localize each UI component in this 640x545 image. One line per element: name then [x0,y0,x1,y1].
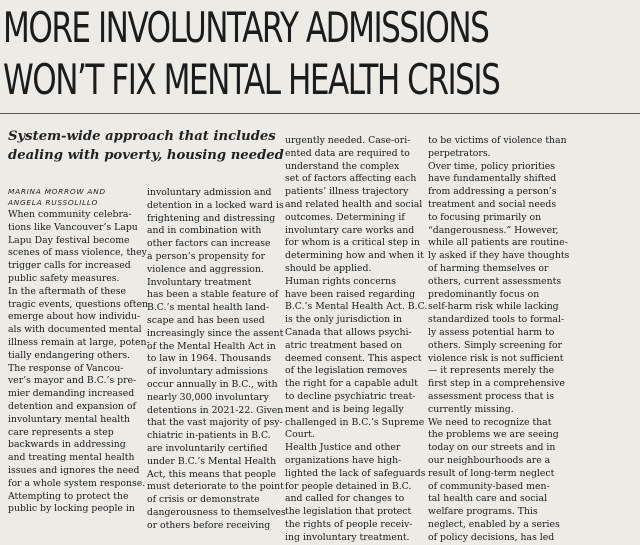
body-text-line: organizations have high- [285,454,402,466]
body-text-line: have been raised regarding [285,288,416,300]
body-text-line: patients’ illness trajectory [285,186,409,198]
body-text-line: the legislation that protect [285,506,412,518]
body-text-line: and in combination with [147,225,262,237]
body-text-line: involuntary mental health [8,413,130,425]
headline-line-2: WON’T FIX MENTAL HEALTH CRISIS [3,55,500,104]
headline [3,2,500,106]
body-text-line: has been a stable feature of [147,289,279,301]
body-text-line: care represents a step [8,426,114,438]
body-text-line: tal health care and social [428,493,548,505]
body-text-line: ver’s mayor and B.C.’s pre- [8,375,137,387]
body-text-line: or others before receiving [147,519,271,531]
body-text-line: assessment process that is [428,390,555,402]
body-text-line: nearly 30,000 involuntary [147,391,269,403]
body-text-line: scenes of mass violence, they [8,247,147,259]
body-text-line: welfare programs. This [428,506,538,518]
article-column-1 [8,209,150,516]
body-text-line: violence and aggression. [147,263,264,275]
body-text-line: set of factors affecting each [285,173,417,185]
body-text-line: currently missing. [428,403,514,415]
body-text-line: involuntary admission and [147,187,272,198]
body-text-line: backwards in addressing [8,439,126,451]
body-text-line: have fundamentally shifted [428,173,557,185]
article-column-4 [428,135,569,545]
body-text-line: self-harm risk while lacking [428,301,559,313]
body-text-line: others. Simply screening for [428,339,563,351]
body-text-line: issues and ignores the need [8,464,140,476]
body-text-line: trigger calls for increased [8,260,131,272]
body-text-line: illness remain at large, poten- [8,336,150,348]
body-text-line: the problems we are seeing [428,429,559,441]
body-text-line: The response of Vancou- [8,362,124,374]
body-text-line: first step in a comprehensive [428,378,565,390]
body-text-line: for a whole system response. [8,477,146,489]
body-text-line: detention and expansion of [8,400,136,412]
body-text-line: from addressing a person’s [428,186,557,198]
body-text-line: Health Justice and other [285,442,401,454]
body-text-line: of community-based men- [428,480,550,492]
body-text-line: B.C.’s Mental Health Act. B.C. [285,301,428,313]
body-text-line: deemed consent. This aspect [285,352,422,364]
body-text-line: of policy decisions, has led [428,531,555,543]
body-text-line: for whom is a critical step in [285,237,420,249]
body-text-line: tially endangering others. [8,349,131,361]
body-text-line: should be applied. [285,262,372,274]
body-text-line: When community celebra- [8,209,132,220]
body-text-line: result of long-term neglect [428,467,555,479]
body-text-line: standardized tools to formal- [428,314,565,326]
body-text-line: of involuntary admissions [147,366,268,378]
body-text-line: ment and is being legally [285,403,404,415]
body-text-line: urgently needed. Case-ori- [285,135,411,146]
body-text-line: “dangerousness.” However, [428,224,559,236]
body-text-line: neglect, enabled by a series [428,518,560,530]
body-text-line: and called for changes to [285,493,405,505]
body-text-line: a person’s propensity for [147,250,266,262]
body-text-line: chiatric in-patients in B.C. [147,430,271,442]
body-text-line: determining how and when it [285,250,424,262]
article-column-3 [285,135,427,545]
body-text-line: In the aftermath of these [8,285,126,297]
article-column-2 [147,187,286,533]
body-text-line: must deteriorate to the point [147,481,284,493]
body-text-line: the rights of people receiv- [285,518,413,530]
body-text-line: outcomes. Determining if [285,211,405,223]
body-text-line: Lapu Day festival become [8,234,130,246]
subheadline-line-1: System-wide approach that includes [8,129,276,144]
byline-line-1: MARINA MORROW AND [8,187,106,196]
byline-line-2: ANGELA RUSSOLILLO [8,198,99,207]
body-text-line: challenged in B.C.’s Supreme [285,416,425,428]
body-text-line: We need to recognize that [428,416,552,428]
subheadline-line-2: dealing with poverty, housing needed [8,148,284,163]
body-text-line: violence risk is not sufficient [428,352,564,364]
body-text-line: detention in a locked ward is [147,199,284,211]
body-text-line: understand the complex [285,160,400,172]
body-text-line: B.C.’s mental health land- [147,302,269,314]
body-text-line: scape and has been used [147,314,265,326]
body-text-line: perpetrators. [428,147,491,159]
body-text-line: public safety measures. [8,272,120,284]
body-text-line: under B.C.’s Mental Health [147,455,277,467]
body-text-line: Attempting to protect the [8,490,129,502]
byline [8,186,120,208]
body-text-line: that the vast majority of psy- [147,417,283,429]
body-text-line: the right for a capable adult [285,378,418,390]
body-text-line: to law in 1964. Thousands [147,353,272,365]
body-text-line: to decline psychiatric treat- [285,390,416,402]
body-text-line: lighted the lack of safeguards [285,467,426,479]
body-text-line: while all patients are routine- [428,237,568,249]
body-text-line: other factors can increase [147,238,271,250]
body-text-line: of the legislation removes [285,365,407,377]
body-text-line: to focusing primarily on [428,211,542,223]
body-text-line: mier demanding increased [8,388,135,400]
body-text-line: of the Mental Health Act in [147,340,276,352]
body-text-line: increasingly since the assent [147,327,284,339]
body-text-line: atric treatment based on [285,339,403,351]
body-text-line: ly assess potential harm to [428,326,555,338]
body-text-line: occur annually in B.C., with [147,378,278,390]
body-text-line: today on our streets and in [428,442,556,454]
headline-rule [0,113,640,114]
body-text-line: our neighbourhoods are a [428,454,551,466]
body-text-line: emerge about how individu- [8,311,141,323]
body-text-line: involuntary care works and [285,224,415,236]
body-text-line: are involuntarily certified [147,442,268,454]
body-text-line: tragic events, questions often [8,298,148,310]
body-text-line: — it represents merely the [428,365,555,377]
body-text-line: Canada that allows psychi- [285,326,412,338]
body-text-line: frightening and distressing [147,212,276,224]
body-text-line: treatment and social needs [428,198,557,210]
subheadline [8,127,298,165]
body-text-line: of harming themselves or [428,262,549,274]
body-text-line: is the only jurisdiction in [285,314,403,326]
body-text-line: and related health and social [285,198,423,210]
body-text-line: Human rights concerns [285,275,396,287]
body-text-line: detentions in 2021-22. Given [147,404,284,416]
body-text-line: ented data are required to [285,147,410,159]
body-text-line: als with documented mental [8,324,142,336]
body-text-line: Involuntary treatment [147,276,252,288]
body-text-line: to be victims of violence than [428,135,567,146]
body-text-line: of crisis or demonstrate [147,494,260,506]
body-text-line: ing involuntary treatment. [285,531,410,543]
body-text-line: Court. [285,429,315,441]
body-text-line: tions like Vancouver’s Lapu [8,221,138,233]
body-text-line: public by locking people in [8,503,135,515]
headline-line-1: MORE INVOLUNTARY ADMISSIONS [3,3,489,52]
body-text-line: predominantly focus on [428,288,540,300]
body-text-line: ly asked if they have thoughts [428,250,570,262]
body-text-line: Act, this means that people [147,468,276,480]
body-text-line: Over time, policy priorities [428,160,555,172]
body-text-line: and treating mental health [8,452,135,464]
body-text-line: dangerousness to themselves [147,506,286,518]
body-text-line: for people detained in B.C. [285,480,412,492]
body-text-line: others, current assessments [428,275,562,287]
